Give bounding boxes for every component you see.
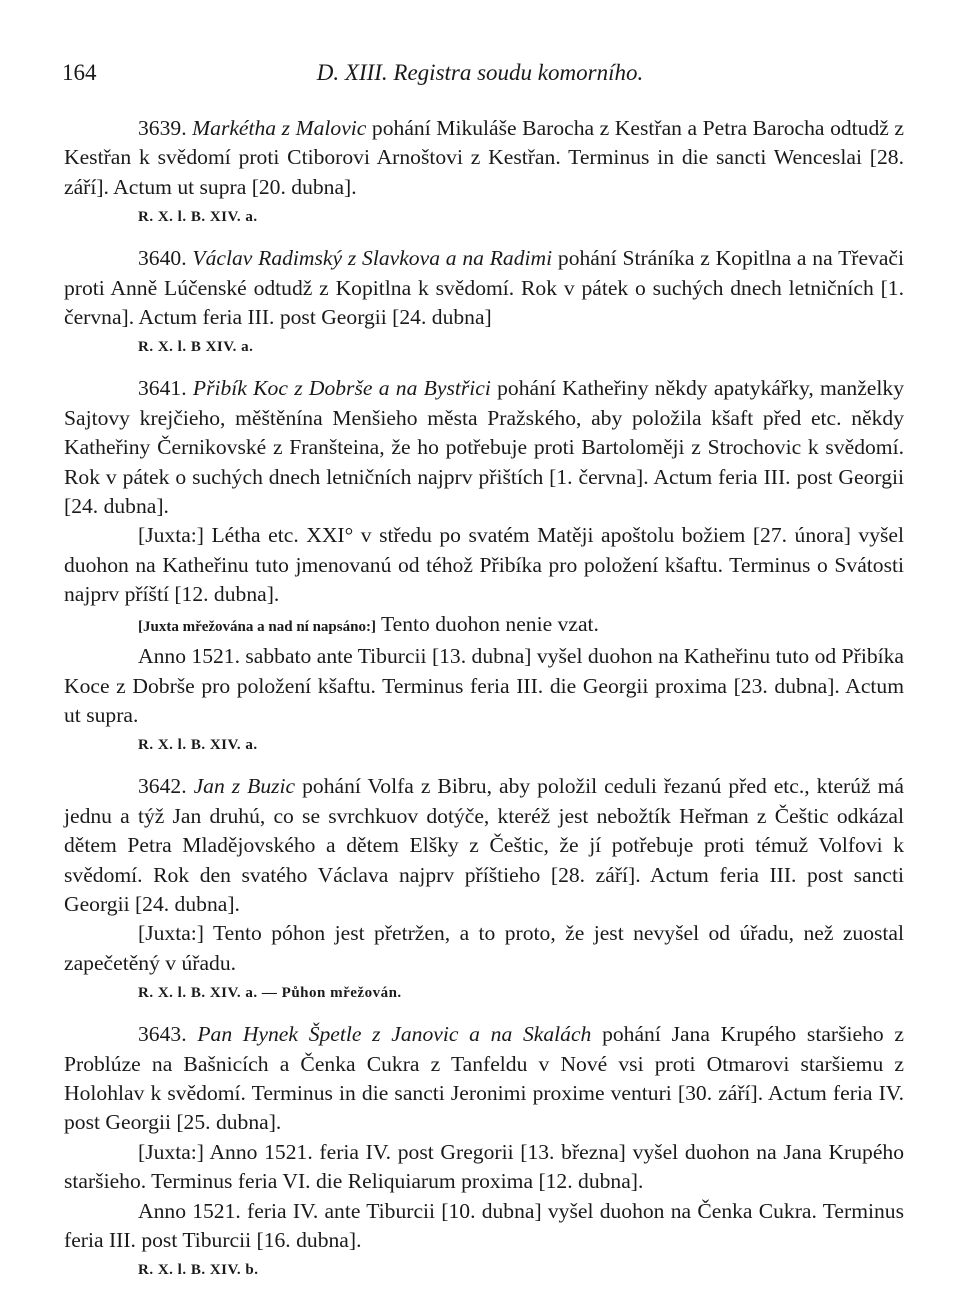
entry-number: 3640. — [138, 246, 187, 271]
anno-paragraph: Anno 1521. sabbato ante Tiburcii [13. dubna] vyšel duohon na Katheřinu tuto od Přibíka Koce z Dobrše pro položení kšaftu. Terminus feria III. die Georgii proxima [23. dubna]. Actum ut supra. — [64, 644, 904, 727]
entry-paragraph — [64, 772, 904, 919]
body-text — [64, 114, 904, 1297]
entry-persons: Václav Radimský z Slavkova a na Radimi — [192, 246, 553, 271]
juxta-paragraph: [Juxta:] Anno 1521. feria IV. post Gregorii [13. března] vyšel duohon na Jana Krupého staršieho. Terminus feria VI. die Reliquiarum proxima [12. dubna]. — [64, 1139, 904, 1194]
entry-text: pohání Volfa z Bibru, aby položil ceduli řezanú před etc., kterúž má jednu a týž Jan druhú, co se svrchkuov dotýče, kteréž jest nebožtík Heřman z Češtic odkázal dětem Petra Mladějovského a dětem Elšky z Češtic, že jí potřebuje proti témuž Volfovi k svědomí. Rok den svatého Václava najprv příštieho [28. září]. Actum feria III. post sancti Georgii [24. dubna]. — [64, 774, 904, 916]
entry-text: pohání Stráníka z Kopitlna a na Třevači proti Anně Lúčenské odtudž z Kopitlna k svědomí. Rok v pátek o suchých dnech letničních [1. června]. Actum feria III. post Georgii [24. dubna] — [64, 246, 905, 330]
archive-signature: R. X. l. B. XIV. a. — Půhon mřežován. — [138, 985, 402, 1002]
archive-signature: R. X. l. B. XIV. a. — [138, 209, 258, 226]
juxta-paragraph: [Juxta:] Létha etc. XXI° v středu po svatém Matěji apoštolu božiem [27. února] vyšel duohon na Katheřinu tuto jmenovanú od téhož Přibíka pro položení kšaftu. Terminus o Svátosti najprv příští [12. dubna]. — [64, 523, 904, 607]
archive-signature: R. X. l. B. XIV. b. — [138, 1262, 259, 1279]
entry-persons: Pan Hynek Špetle z Janovic a na Skalách — [197, 1022, 592, 1047]
entry-number: 3639. — [138, 116, 187, 140]
note-text: Tento duohon nenie vzat. — [375, 611, 599, 636]
entry-paragraph — [64, 374, 904, 521]
entry-persons: Markétha z Malovic — [192, 116, 367, 140]
note-label: [Juxta mřežována a nad ní napsáno:] — [138, 618, 376, 635]
anno-paragraph: Anno 1521. feria IV. ante Tiburcii [10. dubna] vyšel duohon na Čenka Cukra. Terminus feria III. post Tiburcii [16. dubna]. — [64, 1198, 904, 1252]
page-header — [62, 60, 898, 94]
entry-persons: Přibík Koc z Dobrše a na Bystřici — [192, 376, 491, 401]
entry-paragraph — [64, 1020, 904, 1138]
running-title: D. XIII. Registra soudu komorního. — [316, 60, 644, 85]
entry-text: pohání Mikuláše Barocha z Kestřan a Petra Barocha odtudž z Kestřan k svědomí proti Ctiborovi Arnoštovi z Kestřan. Terminus in die sancti Wenceslai [28. září]. Actum ut supra [20. dubna]. — [64, 116, 904, 199]
archive-signature: R. X. l. B. XIV. a. — [138, 737, 258, 754]
entry-number: 3642. — [138, 774, 187, 799]
entry-paragraph — [64, 114, 904, 202]
entry-number: 3643. — [138, 1022, 187, 1047]
page-number: 164 — [62, 60, 97, 85]
entry-text: pohání Katheřiny někdy apatykářky, manželky Sajtovy krejčieho, měštěnína Menšieho města Pražského, aby položila kšaft před etc. někdy Katheřiny Černikovské z Franšteina, že ho potřebuje proti Bartoloměji z Strochovic k svědomí. Rok v pátek o suchých dnech letničních najprv přištích [1. června]. Actum feria III. post Georgii [24. dubna]. — [64, 376, 904, 519]
note-paragraph — [64, 610, 904, 642]
juxta-paragraph: [Juxta:] Tento póhon jest přetržen, a to proto, že jest nevyšel od úřadu, než zuostal zapečetěný v úřadu. — [64, 921, 904, 975]
entry-paragraph — [64, 244, 904, 332]
entry-persons: Jan z Buzic — [193, 774, 296, 799]
entry-number: 3641. — [138, 376, 187, 401]
archive-signature: R. X. l. B XIV. a. — [138, 339, 254, 356]
entry-text: pohání Jana Krupého staršieho z Problúze na Bašnicích a Čenka Cukra z Tanfeldu v Nové vsi proti Otmarovi staršiemu z Holohlav k svědomí. Terminus in die sancti Jeronimi proxime venturi [30. září]. Actum feria IV. post Georgii [25. dubna]. — [64, 1022, 904, 1135]
